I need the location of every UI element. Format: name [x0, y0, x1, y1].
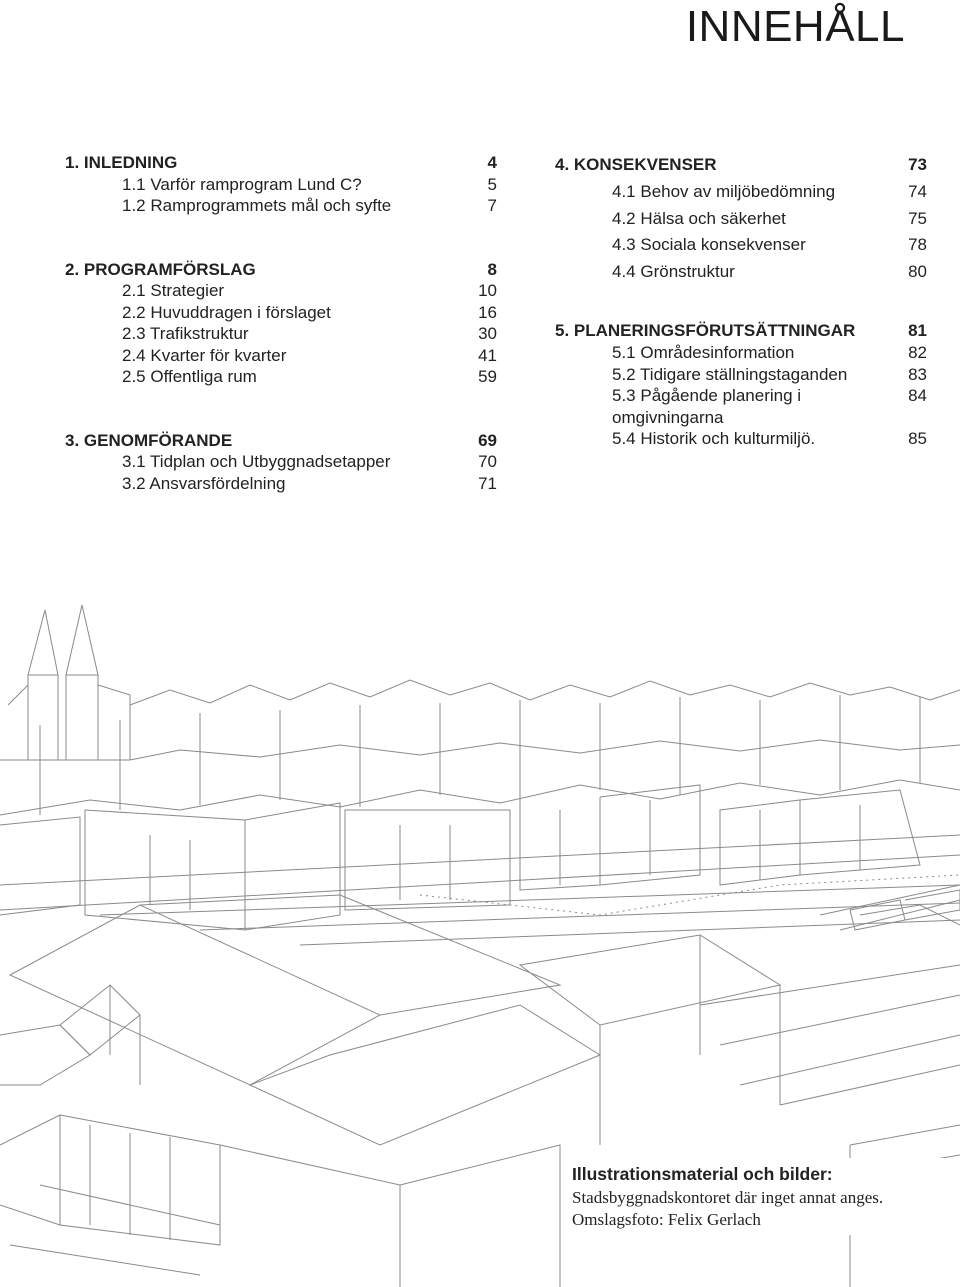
toc-section-3: [65, 430, 497, 495]
toc-heading[interactable]: 1. INLEDNING 4: [65, 153, 497, 172]
toc-item[interactable]: 5.2 Tidigare ställningstaganden 83: [612, 364, 927, 384]
toc-item[interactable]: 5.3 Pågående planering i omgivningarna 84: [612, 386, 927, 427]
toc-right-column: [555, 152, 927, 450]
toc-item[interactable]: 5.4 Historik och kulturmiljö. 85: [612, 429, 927, 448]
credits-box: [568, 1158, 956, 1235]
credits-heading: Illustrationsmaterial och bilder:: [572, 1164, 833, 1184]
toc-item[interactable]: 5.1 Områdesinformation 82: [612, 343, 927, 362]
toc-item[interactable]: 2.3 Trafikstruktur 30: [122, 324, 497, 343]
toc-item[interactable]: 4.4 Grönstruktur 80: [612, 261, 927, 281]
toc-item[interactable]: 4.1 Behov av miljöbedömning 74: [612, 182, 927, 201]
toc-item[interactable]: 3.2 Ansvarsfördelning 71: [122, 473, 497, 493]
toc-item[interactable]: 1.1 Varför ramprogram Lund C? 5: [122, 174, 497, 194]
toc-section-2: [65, 259, 497, 388]
toc-item[interactable]: 2.5 Offentliga rum 59: [122, 367, 497, 386]
toc-section-4: [555, 152, 927, 285]
toc-heading[interactable]: 5. PLANERINGSFÖRUTSÄTTNINGAR 81: [555, 321, 927, 340]
toc-item[interactable]: 2.2 Huvuddragen i förslaget 16: [122, 302, 497, 322]
toc-heading[interactable]: 4. KONSEKVENSER 73: [555, 155, 927, 174]
toc-section-5: [555, 320, 927, 450]
toc-section-1: [65, 152, 497, 217]
credits-line-1: Stadsbyggnadskontoret där inget annat anges.: [572, 1188, 884, 1207]
toc-item[interactable]: 2.1 Strategier 10: [122, 281, 497, 300]
toc-left-column: [65, 152, 497, 494]
toc-heading[interactable]: 2. PROGRAMFÖRSLAG 8: [65, 259, 497, 279]
toc-heading[interactable]: 3. GENOMFÖRANDE 69: [65, 430, 497, 450]
toc-item[interactable]: 4.3 Sociala konsekvenser 78: [612, 235, 927, 254]
toc-item[interactable]: 4.2 Hälsa och säkerhet 75: [612, 208, 927, 228]
toc-item[interactable]: 3.1 Tidplan och Utbyggnadsetapper 70: [122, 452, 497, 471]
toc-item[interactable]: 2.4 Kvarter för kvarter 41: [122, 345, 497, 365]
credits-line-2: Omslagsfoto: Felix Gerlach: [572, 1210, 761, 1229]
page-title: INNEHÅLL: [685, 2, 905, 51]
toc-item[interactable]: 1.2 Ramprogrammets mål och syfte 7: [122, 196, 497, 215]
